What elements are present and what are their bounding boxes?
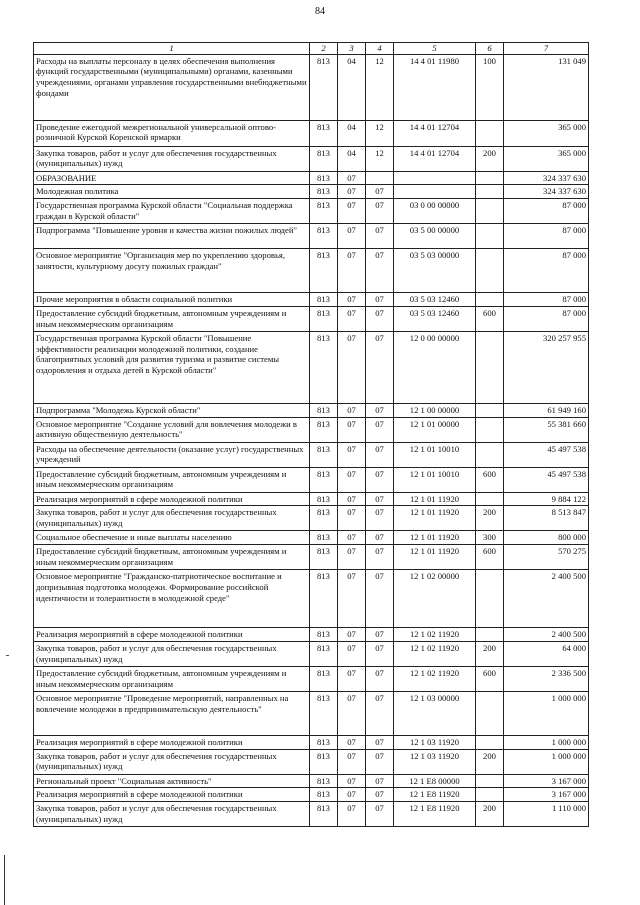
row-name: Основное мероприятие "Организация мер по укреплению здоровья, занятости, культурному досугу пожилых граждан" <box>34 249 310 293</box>
row-subsection: 07 <box>366 306 394 331</box>
row-subsection: 12 <box>366 120 394 146</box>
row-name: Закупка товаров, работ и услуг для обеспечения государственных (муниципальных) нужд <box>34 802 310 827</box>
row-section: 07 <box>338 306 366 331</box>
row-target-article: 03 0 00 00000 <box>394 199 476 224</box>
row-name: Реализация мероприятий в сфере молодежной политики <box>34 492 310 506</box>
table-row <box>34 506 589 531</box>
row-target-article <box>394 171 476 185</box>
table-row <box>34 417 589 442</box>
row-code: 813 <box>310 749 338 774</box>
col-header-subsection: 4 <box>366 43 394 55</box>
row-name: Расходы на обеспечение деятельности (оказание услуг) государственных учреждений <box>34 442 310 467</box>
row-subsection: 07 <box>366 185 394 199</box>
table-row <box>34 442 589 467</box>
row-subsection: 07 <box>366 403 394 417</box>
row-section: 04 <box>338 120 366 146</box>
row-name: Предоставление субсидий бюджетным, автономным учреждениям и иным некоммерческим организациям <box>34 545 310 570</box>
row-amount: 87 000 <box>504 306 589 331</box>
row-target-article: 12 1 01 11920 <box>394 506 476 531</box>
row-subsection: 07 <box>366 735 394 749</box>
row-section: 07 <box>338 691 366 735</box>
row-amount: 1 000 000 <box>504 735 589 749</box>
table-row <box>34 249 589 293</box>
row-section: 07 <box>338 570 366 628</box>
row-target-article: 12 1 E8 00000 <box>394 774 476 788</box>
row-code: 813 <box>310 735 338 749</box>
row-expense-type <box>476 691 504 735</box>
row-amount: 55 381 660 <box>504 417 589 442</box>
row-expense-type: 600 <box>476 306 504 331</box>
row-section: 07 <box>338 802 366 827</box>
row-amount: 365 000 <box>504 120 589 146</box>
row-target-article: 12 1 01 11920 <box>394 492 476 506</box>
row-amount: 87 000 <box>504 199 589 224</box>
row-subsection: 07 <box>366 199 394 224</box>
row-target-article: 12 1 03 11920 <box>394 749 476 774</box>
row-name: Предоставление субсидий бюджетным, автономным учреждениям и иным некоммерческим организациям <box>34 306 310 331</box>
row-name: Реализация мероприятий в сфере молодежной политики <box>34 788 310 802</box>
row-name: Расходы на выплаты персоналу в целях обеспечения выполнения функций государственными (муниципальными) органами, казенными учреждениями, органами управления государственными внебюджетными фондами <box>34 54 310 120</box>
row-amount: 87 000 <box>504 224 589 249</box>
row-code: 813 <box>310 506 338 531</box>
row-amount: 320 257 955 <box>504 331 589 403</box>
row-name: Государственная программа Курской области "Социальная поддержка граждан в Курской области" <box>34 199 310 224</box>
row-target-article: 12 1 E8 11920 <box>394 788 476 802</box>
row-amount: 1 110 000 <box>504 802 589 827</box>
table-row <box>34 641 589 666</box>
row-expense-type <box>476 774 504 788</box>
row-code: 813 <box>310 293 338 307</box>
row-amount: 3 167 000 <box>504 788 589 802</box>
row-target-article: 12 1 02 11920 <box>394 641 476 666</box>
row-target-article: 12 1 E8 11920 <box>394 802 476 827</box>
row-expense-type <box>476 417 504 442</box>
row-expense-type <box>476 224 504 249</box>
table-row <box>34 749 589 774</box>
row-section: 07 <box>338 331 366 403</box>
row-subsection: 07 <box>366 531 394 545</box>
row-code: 813 <box>310 54 338 120</box>
row-target-article: 12 1 02 11920 <box>394 628 476 642</box>
row-name: Социальное обеспечение и иные выплаты населению <box>34 531 310 545</box>
row-subsection: 07 <box>366 666 394 691</box>
row-target-article: 12 1 01 10010 <box>394 467 476 492</box>
table-row <box>34 54 589 120</box>
row-target-article: 03 5 00 00000 <box>394 224 476 249</box>
row-subsection: 07 <box>366 417 394 442</box>
row-code: 813 <box>310 224 338 249</box>
row-name: Закупка товаров, работ и услуг для обеспечения государственных (муниципальных) нужд <box>34 641 310 666</box>
row-section: 07 <box>338 735 366 749</box>
row-target-article: 12 1 03 00000 <box>394 691 476 735</box>
row-code: 813 <box>310 249 338 293</box>
table-row <box>34 545 589 570</box>
row-section: 07 <box>338 185 366 199</box>
col-header-expense: 6 <box>476 43 504 55</box>
row-name: Подпрограмма "Молодежь Курской области" <box>34 403 310 417</box>
row-section: 07 <box>338 492 366 506</box>
row-expense-type: 300 <box>476 531 504 545</box>
row-section: 07 <box>338 224 366 249</box>
row-name: Прочие мероприятия в области социальной политики <box>34 293 310 307</box>
row-code: 813 <box>310 492 338 506</box>
row-section: 07 <box>338 749 366 774</box>
row-section: 07 <box>338 249 366 293</box>
table-row <box>34 306 589 331</box>
row-amount: 45 497 538 <box>504 467 589 492</box>
row-target-article: 03 5 03 12460 <box>394 293 476 307</box>
row-subsection: 07 <box>366 570 394 628</box>
row-code: 813 <box>310 545 338 570</box>
row-subsection: 07 <box>366 691 394 735</box>
table-row <box>34 788 589 802</box>
row-name: Подпрограмма "Повышение уровня и качества жизни пожилых людей" <box>34 224 310 249</box>
row-section: 04 <box>338 54 366 120</box>
row-code: 813 <box>310 146 338 171</box>
row-name: Основное мероприятие "Гражданско-патриотическое воспитание и допризывная подготовка молодежи. Формирование российской идентичности и толерантности в молодежной среде" <box>34 570 310 628</box>
row-code: 813 <box>310 306 338 331</box>
row-expense-type: 100 <box>476 54 504 120</box>
row-target-article: 12 0 00 00000 <box>394 331 476 403</box>
row-subsection: 07 <box>366 506 394 531</box>
row-amount: 87 000 <box>504 249 589 293</box>
row-code: 813 <box>310 185 338 199</box>
row-section: 07 <box>338 467 366 492</box>
row-code: 813 <box>310 331 338 403</box>
row-amount: 64 000 <box>504 641 589 666</box>
row-code: 813 <box>310 628 338 642</box>
table-row <box>34 666 589 691</box>
row-target-article: 12 1 03 11920 <box>394 735 476 749</box>
row-section: 07 <box>338 506 366 531</box>
row-expense-type <box>476 628 504 642</box>
row-expense-type <box>476 199 504 224</box>
row-name: Закупка товаров, работ и услуг для обеспечения государственных (муниципальных) нужд <box>34 146 310 171</box>
row-code: 813 <box>310 171 338 185</box>
row-expense-type <box>476 171 504 185</box>
row-name: Региональный проект "Социальная активность" <box>34 774 310 788</box>
row-amount: 8 513 847 <box>504 506 589 531</box>
row-target-article: 14 4 01 12704 <box>394 146 476 171</box>
table-row <box>34 171 589 185</box>
col-header-name: 1 <box>34 43 310 55</box>
row-expense-type: 200 <box>476 506 504 531</box>
row-expense-type <box>476 735 504 749</box>
row-amount: 1 000 000 <box>504 691 589 735</box>
row-section: 04 <box>338 146 366 171</box>
row-code: 813 <box>310 417 338 442</box>
table-row <box>34 774 589 788</box>
row-section: 07 <box>338 628 366 642</box>
row-code: 813 <box>310 467 338 492</box>
row-section: 07 <box>338 293 366 307</box>
row-subsection: 12 <box>366 54 394 120</box>
row-name: Молодежная политика <box>34 185 310 199</box>
table-row <box>34 331 589 403</box>
row-target-article: 12 1 01 00000 <box>394 417 476 442</box>
row-subsection: 07 <box>366 442 394 467</box>
row-expense-type: 200 <box>476 146 504 171</box>
row-target-article <box>394 185 476 199</box>
row-subsection <box>366 171 394 185</box>
row-expense-type <box>476 185 504 199</box>
row-target-article: 12 1 02 11920 <box>394 666 476 691</box>
row-expense-type: 200 <box>476 802 504 827</box>
row-amount: 1 000 000 <box>504 749 589 774</box>
row-expense-type <box>476 331 504 403</box>
row-subsection: 12 <box>366 146 394 171</box>
row-amount: 9 884 122 <box>504 492 589 506</box>
row-code: 813 <box>310 774 338 788</box>
row-target-article: 12 1 02 00000 <box>394 570 476 628</box>
row-expense-type <box>476 249 504 293</box>
row-subsection: 07 <box>366 545 394 570</box>
row-name: Проведение ежегодной межрегиональной универсальной оптово-розничной Курской Коренской ярмарки <box>34 120 310 146</box>
row-name: Реализация мероприятий в сфере молодежной политики <box>34 735 310 749</box>
row-target-article: 12 1 01 11920 <box>394 545 476 570</box>
row-amount: 2 400 500 <box>504 628 589 642</box>
row-subsection: 07 <box>366 788 394 802</box>
row-expense-type <box>476 788 504 802</box>
row-subsection: 07 <box>366 628 394 642</box>
row-subsection: 07 <box>366 331 394 403</box>
row-amount: 324 337 630 <box>504 185 589 199</box>
row-subsection: 07 <box>366 224 394 249</box>
col-header-code: 2 <box>310 43 338 55</box>
row-name: Предоставление субсидий бюджетным, автономным учреждениям и иным некоммерческим организациям <box>34 666 310 691</box>
row-code: 813 <box>310 802 338 827</box>
row-subsection: 07 <box>366 774 394 788</box>
row-section: 07 <box>338 641 366 666</box>
table-row <box>34 570 589 628</box>
col-header-amount: 7 <box>504 43 589 55</box>
table-row <box>34 531 589 545</box>
row-target-article: 03 5 03 00000 <box>394 249 476 293</box>
row-code: 813 <box>310 199 338 224</box>
row-amount: 365 000 <box>504 146 589 171</box>
table-row <box>34 735 589 749</box>
table-row <box>34 146 589 171</box>
header-row <box>34 43 589 55</box>
col-header-section: 3 <box>338 43 366 55</box>
table-row <box>34 691 589 735</box>
row-name: Предоставление субсидий бюджетным, автономным учреждениям и иным некоммерческим организациям <box>34 467 310 492</box>
row-subsection: 07 <box>366 641 394 666</box>
table-row <box>34 199 589 224</box>
row-code: 813 <box>310 641 338 666</box>
row-code: 813 <box>310 120 338 146</box>
row-amount: 87 000 <box>504 293 589 307</box>
row-name: Государственная программа Курской области "Повышение эффективности реализации молодежной политики, создание благоприятных условий для развития туризма и развитие системы оздоровления и отдыха детей в Курской области" <box>34 331 310 403</box>
row-name: Основное мероприятие "Проведение мероприятий, направленных на вовлечение молодежи в предпринимательскую деятельность" <box>34 691 310 735</box>
row-name: Основное мероприятие "Создание условий для вовлечения молодежи в активную общественную деятельность" <box>34 417 310 442</box>
row-target-article: 12 1 00 00000 <box>394 403 476 417</box>
row-name: Закупка товаров, работ и услуг для обеспечения государственных (муниципальных) нужд <box>34 506 310 531</box>
row-subsection: 07 <box>366 293 394 307</box>
row-target-article: 14 4 01 12704 <box>394 120 476 146</box>
page-number: 84 <box>315 6 325 17</box>
row-section: 07 <box>338 417 366 442</box>
row-code: 813 <box>310 788 338 802</box>
row-expense-type <box>476 570 504 628</box>
row-expense-type <box>476 403 504 417</box>
margin-mark <box>6 655 9 656</box>
row-expense-type <box>476 120 504 146</box>
row-subsection: 07 <box>366 492 394 506</box>
row-expense-type: 600 <box>476 666 504 691</box>
row-section: 07 <box>338 666 366 691</box>
row-code: 813 <box>310 531 338 545</box>
row-target-article: 03 5 03 12460 <box>394 306 476 331</box>
table-row <box>34 293 589 307</box>
table-row <box>34 120 589 146</box>
row-subsection: 07 <box>366 249 394 293</box>
row-subsection: 07 <box>366 749 394 774</box>
row-amount: 800 000 <box>504 531 589 545</box>
table-row <box>34 185 589 199</box>
row-section: 07 <box>338 545 366 570</box>
row-subsection: 07 <box>366 467 394 492</box>
row-amount: 3 167 000 <box>504 774 589 788</box>
row-section: 07 <box>338 442 366 467</box>
row-section: 07 <box>338 788 366 802</box>
row-expense-type: 200 <box>476 749 504 774</box>
row-expense-type <box>476 442 504 467</box>
row-section: 07 <box>338 403 366 417</box>
row-expense-type <box>476 492 504 506</box>
row-target-article: 14 4 01 11980 <box>394 54 476 120</box>
row-amount: 570 275 <box>504 545 589 570</box>
row-expense-type: 200 <box>476 641 504 666</box>
row-code: 813 <box>310 691 338 735</box>
row-name: Закупка товаров, работ и услуг для обеспечения государственных (муниципальных) нужд <box>34 749 310 774</box>
row-expense-type <box>476 293 504 307</box>
row-subsection: 07 <box>366 802 394 827</box>
table-row <box>34 802 589 827</box>
row-code: 813 <box>310 666 338 691</box>
row-code: 813 <box>310 403 338 417</box>
budget-table <box>33 42 589 827</box>
row-section: 07 <box>338 774 366 788</box>
table-row <box>34 224 589 249</box>
row-amount: 324 337 630 <box>504 171 589 185</box>
row-amount: 131 049 <box>504 54 589 120</box>
row-section: 07 <box>338 199 366 224</box>
row-section: 07 <box>338 171 366 185</box>
row-name: ОБРАЗОВАНИЕ <box>34 171 310 185</box>
table-row <box>34 467 589 492</box>
row-expense-type: 600 <box>476 467 504 492</box>
table-row <box>34 403 589 417</box>
row-target-article: 12 1 01 11920 <box>394 531 476 545</box>
row-name: Реализация мероприятий в сфере молодежной политики <box>34 628 310 642</box>
row-target-article: 12 1 01 10010 <box>394 442 476 467</box>
row-amount: 61 949 160 <box>504 403 589 417</box>
table-row <box>34 628 589 642</box>
col-header-target: 5 <box>394 43 476 55</box>
row-code: 813 <box>310 442 338 467</box>
row-amount: 2 400 500 <box>504 570 589 628</box>
row-amount: 2 336 500 <box>504 666 589 691</box>
row-expense-type: 600 <box>476 545 504 570</box>
row-section: 07 <box>338 531 366 545</box>
table-row <box>34 492 589 506</box>
margin-rule <box>4 855 5 905</box>
row-amount: 45 497 538 <box>504 442 589 467</box>
row-code: 813 <box>310 570 338 628</box>
